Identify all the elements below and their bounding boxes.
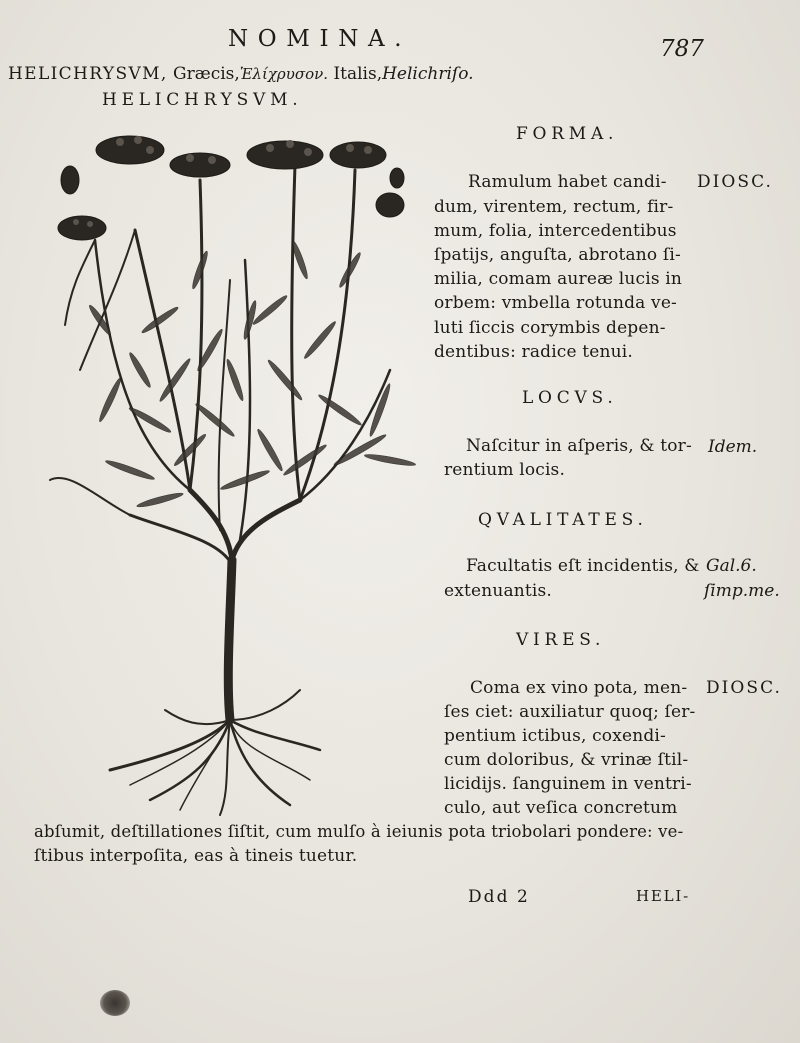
forma-line-6: orbem: vmbella rotunda ve- bbox=[434, 293, 677, 313]
vires-line-4: cum doloribus, & vrinæ ſtil- bbox=[444, 750, 689, 770]
full-line-1: abſumit, deſtillationes ſiſtit, cum mulſo à ieiunis pota triobolari pondere: ve- bbox=[34, 822, 684, 841]
vires-line-3: pentium ictibus, coxendi- bbox=[444, 726, 666, 746]
ink-stain bbox=[100, 990, 130, 1016]
forma-line-7: luti ſiccis corymbis depen- bbox=[434, 318, 666, 338]
margin-note-gal: Gal.6. bbox=[706, 556, 757, 576]
forma-line-5: milia, comam aureæ lucis in bbox=[434, 269, 683, 289]
margin-note-simp: ſimp.me. bbox=[704, 581, 780, 601]
forma-line-4: ſpatijs, anguſta, abrotano ſi- bbox=[434, 245, 681, 265]
italis-label: Italis, bbox=[333, 64, 383, 84]
forma-line-2: dum, virentem, rectum, fir- bbox=[434, 197, 674, 217]
section-heading-forma: FORMA. bbox=[516, 124, 619, 144]
latin-name: HELICHRYSVM, bbox=[8, 64, 168, 84]
qualitates-line-1: Facultatis eſt incidentis, & bbox=[466, 556, 700, 576]
forma-line-8: dentibus: radice tenui. bbox=[434, 342, 633, 362]
section-heading-vires: VIRES. bbox=[516, 630, 606, 650]
running-head: NOMINA. bbox=[228, 26, 412, 52]
margin-note-diosc: DIOSC. bbox=[697, 172, 773, 192]
italian-name: Helichriſo. bbox=[382, 64, 474, 84]
vires-line-2: ſes ciet: auxiliatur quoq; ſer- bbox=[444, 702, 696, 722]
margin-note-diosc-2: DIOSC. bbox=[706, 678, 782, 698]
helichrysum-woodcut-illustration bbox=[40, 120, 420, 820]
plant-title: HELICHRYSVM. bbox=[102, 90, 303, 110]
forma-line-3: mum, folia, intercedentibus bbox=[434, 221, 677, 241]
graecis-label: Græcis, bbox=[173, 64, 240, 84]
catchword: HELI- bbox=[636, 887, 690, 905]
vires-line-5: licidijs. ſanguinem in ventri- bbox=[444, 774, 692, 794]
section-heading-qualitates: QVALITATES. bbox=[478, 510, 648, 530]
forma-line-1: Ramulum habet candi- bbox=[468, 172, 667, 192]
page-number: 787 bbox=[660, 36, 704, 62]
greek-name: Ἑλίχρυσον. bbox=[239, 65, 329, 83]
margin-note-idem: Idem. bbox=[708, 437, 758, 457]
locus-line-2: rentium locis. bbox=[444, 460, 566, 480]
locus-line-1: Naſcitur in aſperis, & tor- bbox=[466, 436, 692, 456]
qualitates-line-2: extenuantis. bbox=[444, 581, 552, 601]
section-heading-locus: LOCVS. bbox=[522, 388, 618, 408]
vires-line-1: Coma ex vino pota, men- bbox=[470, 678, 688, 698]
full-line-2: ſtibus interpoſita, eas à tineis tuetur. bbox=[34, 846, 358, 866]
names-line bbox=[8, 64, 474, 84]
vires-line-6: culo, aut veſica concretum bbox=[444, 798, 678, 818]
signature-mark: Ddd 2 bbox=[468, 887, 530, 907]
